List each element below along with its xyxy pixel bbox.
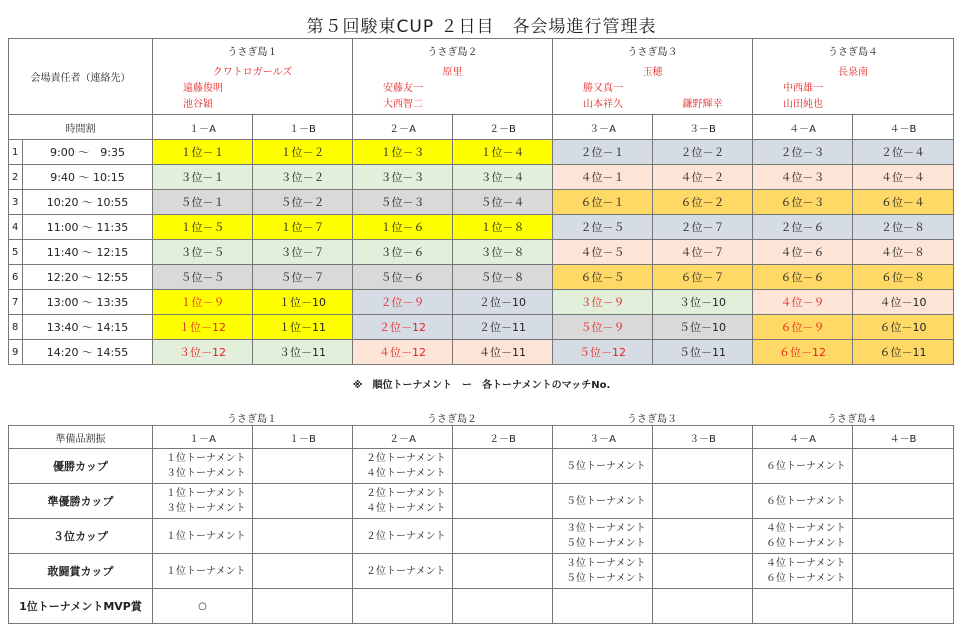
court-header: ２－A (353, 426, 453, 449)
match-cell: ３位－２ (253, 165, 353, 190)
match-cell: ３位－10 (653, 290, 753, 315)
match-cell: ２位－４ (853, 140, 954, 165)
prep-row (9, 554, 954, 589)
court-header: ４－A (753, 426, 853, 449)
court-header: １－A (153, 115, 253, 140)
venue-manager: 池谷穎 (183, 99, 213, 110)
time-slot: 9:00 ～ 9:35 (23, 140, 153, 165)
tournament-label: ３位トーナメント (566, 558, 646, 569)
timetable-header: 時間割 (9, 115, 153, 140)
match-cell: ４位－11 (453, 340, 553, 365)
row-number: 1 (9, 140, 23, 165)
tournament-label: ４位トーナメント (366, 503, 446, 514)
prep-header: 準備品割振 (9, 426, 153, 449)
match-cell: ５位－８ (453, 265, 553, 290)
prep-cell (753, 589, 853, 624)
row-number: 8 (9, 315, 23, 340)
match-cell: １位－12 (153, 315, 253, 340)
prep-row (9, 519, 954, 554)
prep-cell (253, 554, 353, 589)
match-cell: ６位－１ (553, 190, 653, 215)
prep-cell (653, 519, 753, 554)
venue-header (553, 39, 753, 115)
match-cell: ４位－６ (753, 240, 853, 265)
match-cell: ５位－12 (553, 340, 653, 365)
prep-cell (153, 554, 253, 589)
prep-row (9, 449, 954, 484)
match-cell: ６位－11 (853, 340, 954, 365)
venue-team: 玉穂 (642, 67, 663, 78)
match-cell: ４位－２ (653, 165, 753, 190)
prep-cell (453, 484, 553, 519)
prep-cell (753, 519, 853, 554)
match-cell: ６位－５ (553, 265, 653, 290)
court-header: ２－B (453, 426, 553, 449)
venue-manager: 遠藤俊明 (183, 83, 223, 94)
prep-cell (353, 589, 453, 624)
tournament-label: １位トーナメント (166, 488, 246, 499)
prep-cell (153, 484, 253, 519)
match-cell: ２位－11 (453, 315, 553, 340)
match-cell: ５位－１ (153, 190, 253, 215)
match-cell: ６位－７ (653, 265, 753, 290)
prep-venue-name: うさぎ島２ (427, 414, 477, 425)
prep-cell (553, 554, 653, 589)
match-cell: ２位－８ (853, 215, 954, 240)
tournament-label: ４位トーナメント (766, 523, 846, 534)
venue-name: うさぎ島２ (427, 47, 478, 58)
tournament-label: ５位トーナメント (566, 495, 646, 507)
tournament-label: １位トーナメント (166, 565, 246, 577)
match-cell: １位－11 (253, 315, 353, 340)
prep-cell (253, 519, 353, 554)
prep-cell (653, 484, 753, 519)
venue-name: うさぎ島４ (828, 47, 878, 58)
tournament-label: ３位トーナメント (566, 523, 646, 534)
schedule-row (9, 140, 954, 165)
court-header: ３－B (653, 115, 753, 140)
tournament-label: ５位トーナメント (566, 538, 646, 549)
match-cell: ４位－９ (753, 290, 853, 315)
match-cell: １位－４ (453, 140, 553, 165)
time-slot: 11:40 ～ 12:15 (23, 240, 153, 265)
court-header: １－A (153, 426, 253, 449)
venue-manager: 鎌野輝幸 (682, 99, 723, 110)
prep-cell (253, 589, 353, 624)
prep-cell (353, 484, 453, 519)
tournament-label: ２位トーナメント (366, 530, 446, 542)
prep-venue-name: うさぎ島１ (227, 414, 277, 425)
row-number: 6 (9, 265, 23, 290)
schedule-row (9, 190, 954, 215)
match-cell: １位－６ (353, 215, 453, 240)
match-cell: ３位－８ (453, 240, 553, 265)
match-cell: ３位－３ (353, 165, 453, 190)
match-cell: ４位－12 (353, 340, 453, 365)
match-cell: ２位－９ (353, 290, 453, 315)
schedule-row (9, 215, 954, 240)
row-number: 3 (9, 190, 23, 215)
prep-cell (153, 449, 253, 484)
tournament-label: ２位トーナメント (366, 488, 446, 499)
prep-cell (853, 484, 954, 519)
prep-cell (553, 519, 653, 554)
match-cell: ３位－11 (253, 340, 353, 365)
prep-cell (453, 554, 553, 589)
prep-cell (553, 449, 653, 484)
prep-venue-labels (0, 410, 963, 424)
prep-cell (153, 589, 253, 624)
tournament-label: ６位トーナメント (766, 573, 846, 584)
schedule-row (9, 340, 954, 365)
prep-cell (753, 449, 853, 484)
venue-manager: 山田純也 (783, 99, 823, 110)
match-cell: ５位－４ (453, 190, 553, 215)
prep-cell (753, 554, 853, 589)
tournament-label: ２位トーナメント (366, 565, 446, 577)
prep-venue-name: うさぎ島４ (827, 414, 877, 425)
match-cell: １位－３ (353, 140, 453, 165)
manager-header: 会場責任者（連絡先） (9, 39, 153, 115)
court-header: １－B (253, 115, 353, 140)
prep-cell (853, 449, 954, 484)
prize-name: 1位トーナメントMVP賞 (9, 589, 153, 624)
schedule-row (9, 265, 954, 290)
match-cell: ６位－６ (753, 265, 853, 290)
match-cell: １位－８ (453, 215, 553, 240)
court-header: ３－A (553, 115, 653, 140)
tournament-label: ５位トーナメント (566, 460, 646, 472)
prep-cell (253, 449, 353, 484)
tournament-label: １位トーナメント (166, 530, 246, 542)
schedule-row (9, 315, 954, 340)
prep-venue-name: うさぎ島３ (627, 414, 677, 425)
prep-cell (753, 484, 853, 519)
legend-note: ※ 順位トーナメント ー 各トーナメントのマッチNo. (352, 380, 611, 391)
court-header: ４－B (853, 115, 954, 140)
match-cell: ２位－12 (353, 315, 453, 340)
schedule-row (9, 290, 954, 315)
venue-manager: 勝又真一 (583, 83, 623, 94)
venue-team: 原里 (442, 67, 463, 78)
prep-table (8, 425, 954, 624)
tournament-label: １位トーナメント (166, 453, 246, 464)
match-cell: ２位－５ (553, 215, 653, 240)
venue-manager: 山本祥久 (583, 99, 623, 110)
match-cell: ６位－12 (753, 340, 853, 365)
tournament-label: ４位トーナメント (766, 558, 846, 569)
venue-manager: 安藤友一 (383, 83, 423, 94)
match-cell: ６位－３ (753, 190, 853, 215)
match-cell: １位－５ (153, 215, 253, 240)
match-cell: ２位－３ (753, 140, 853, 165)
match-cell: ６位－４ (853, 190, 954, 215)
court-header: ４－B (853, 426, 954, 449)
venue-team: 長泉南 (838, 67, 868, 78)
match-cell: ６位－９ (753, 315, 853, 340)
match-cell: ４位－７ (653, 240, 753, 265)
match-cell: ３位－４ (453, 165, 553, 190)
match-cell: ４位－３ (753, 165, 853, 190)
page-title: 第５回駿東CUP ２日目 各会場進行管理表 (306, 17, 657, 37)
prep-cell (553, 484, 653, 519)
prep-row (9, 484, 954, 519)
match-cell: ２位－10 (453, 290, 553, 315)
venue-name: うさぎ島１ (227, 47, 278, 58)
match-cell: ６位－10 (853, 315, 954, 340)
match-cell: ６位－８ (853, 265, 954, 290)
prep-cell (353, 554, 453, 589)
tournament-label: ６位トーナメント (766, 460, 846, 472)
prize-name: ３位カップ (9, 519, 153, 554)
mvp-mark: ○ (198, 600, 207, 612)
court-header: ３－A (553, 426, 653, 449)
row-number: 7 (9, 290, 23, 315)
prep-cell (353, 449, 453, 484)
row-number: 5 (9, 240, 23, 265)
match-cell: ４位－10 (853, 290, 954, 315)
venue-manager: 大西智二 (383, 99, 423, 110)
prep-cell (853, 589, 954, 624)
tournament-label: ５位トーナメント (566, 573, 646, 584)
time-slot: 14:20 ～ 14:55 (23, 340, 153, 365)
prep-cell (853, 554, 954, 589)
prize-name: 準優勝カップ (9, 484, 153, 519)
match-cell: ６位－２ (653, 190, 753, 215)
court-header: １－B (253, 426, 353, 449)
prep-cell (853, 519, 954, 554)
match-cell: ３位－９ (553, 290, 653, 315)
venue-name: うさぎ島３ (627, 47, 678, 58)
prep-cell (253, 484, 353, 519)
row-number: 2 (9, 165, 23, 190)
prep-cell (453, 449, 553, 484)
match-cell: ３位－７ (253, 240, 353, 265)
venue-header (353, 39, 553, 115)
match-cell: ５位－２ (253, 190, 353, 215)
prep-cell (653, 449, 753, 484)
match-cell: １位－10 (253, 290, 353, 315)
time-slot: 13:40 ～ 14:15 (23, 315, 153, 340)
match-cell: ４位－４ (853, 165, 954, 190)
prep-cell (553, 589, 653, 624)
court-header: ３－B (653, 426, 753, 449)
time-slot: 9:40 ～ 10:15 (23, 165, 153, 190)
match-cell: ３位－１ (153, 165, 253, 190)
prize-name: 敢闘賞カップ (9, 554, 153, 589)
venue-header (153, 39, 353, 115)
match-cell: ４位－５ (553, 240, 653, 265)
match-cell: ５位－５ (153, 265, 253, 290)
match-cell: ５位－６ (353, 265, 453, 290)
match-cell: ５位－11 (653, 340, 753, 365)
match-cell: １位－１ (153, 140, 253, 165)
schedule-table (8, 38, 954, 365)
prep-cell (653, 589, 753, 624)
time-slot: 12:20 ～ 12:55 (23, 265, 153, 290)
row-number: 9 (9, 340, 23, 365)
court-header: ２－B (453, 115, 553, 140)
match-cell: １位－９ (153, 290, 253, 315)
time-slot: 13:00 ～ 13:35 (23, 290, 153, 315)
match-cell: ５位－９ (553, 315, 653, 340)
match-cell: ４位－１ (553, 165, 653, 190)
time-slot: 10:20 ～ 10:55 (23, 190, 153, 215)
match-cell: ５位－７ (253, 265, 353, 290)
tournament-label: ６位トーナメント (766, 538, 846, 549)
tournament-label: ４位トーナメント (366, 468, 446, 479)
venue-team: クワトロガールズ (212, 67, 293, 78)
tournament-label: ２位トーナメント (366, 453, 446, 464)
prep-cell (653, 554, 753, 589)
match-cell: ３位－12 (153, 340, 253, 365)
venue-header (753, 39, 954, 115)
court-header: ４－A (753, 115, 853, 140)
match-cell: ２位－２ (653, 140, 753, 165)
match-cell: ２位－６ (753, 215, 853, 240)
schedule-row (9, 165, 954, 190)
prep-cell (153, 519, 253, 554)
prep-cell (353, 519, 453, 554)
match-cell: ４位－８ (853, 240, 954, 265)
match-cell: ３位－６ (353, 240, 453, 265)
match-cell: １位－２ (253, 140, 353, 165)
prep-cell (453, 589, 553, 624)
prep-cell (453, 519, 553, 554)
match-cell: ２位－７ (653, 215, 753, 240)
tournament-label: ６位トーナメント (766, 495, 846, 507)
match-cell: ５位－３ (353, 190, 453, 215)
match-cell: １位－７ (253, 215, 353, 240)
row-number: 4 (9, 215, 23, 240)
match-cell: ５位－10 (653, 315, 753, 340)
prize-name: 優勝カップ (9, 449, 153, 484)
prep-row (9, 589, 954, 624)
schedule-row (9, 240, 954, 265)
tournament-label: ３位トーナメント (166, 503, 246, 514)
venue-manager: 中西雄一 (783, 83, 823, 94)
tournament-label: ３位トーナメント (166, 468, 246, 479)
court-header: ２－A (353, 115, 453, 140)
match-cell: ３位－５ (153, 240, 253, 265)
match-cell: ２位－１ (553, 140, 653, 165)
time-slot: 11:00 ～ 11:35 (23, 215, 153, 240)
